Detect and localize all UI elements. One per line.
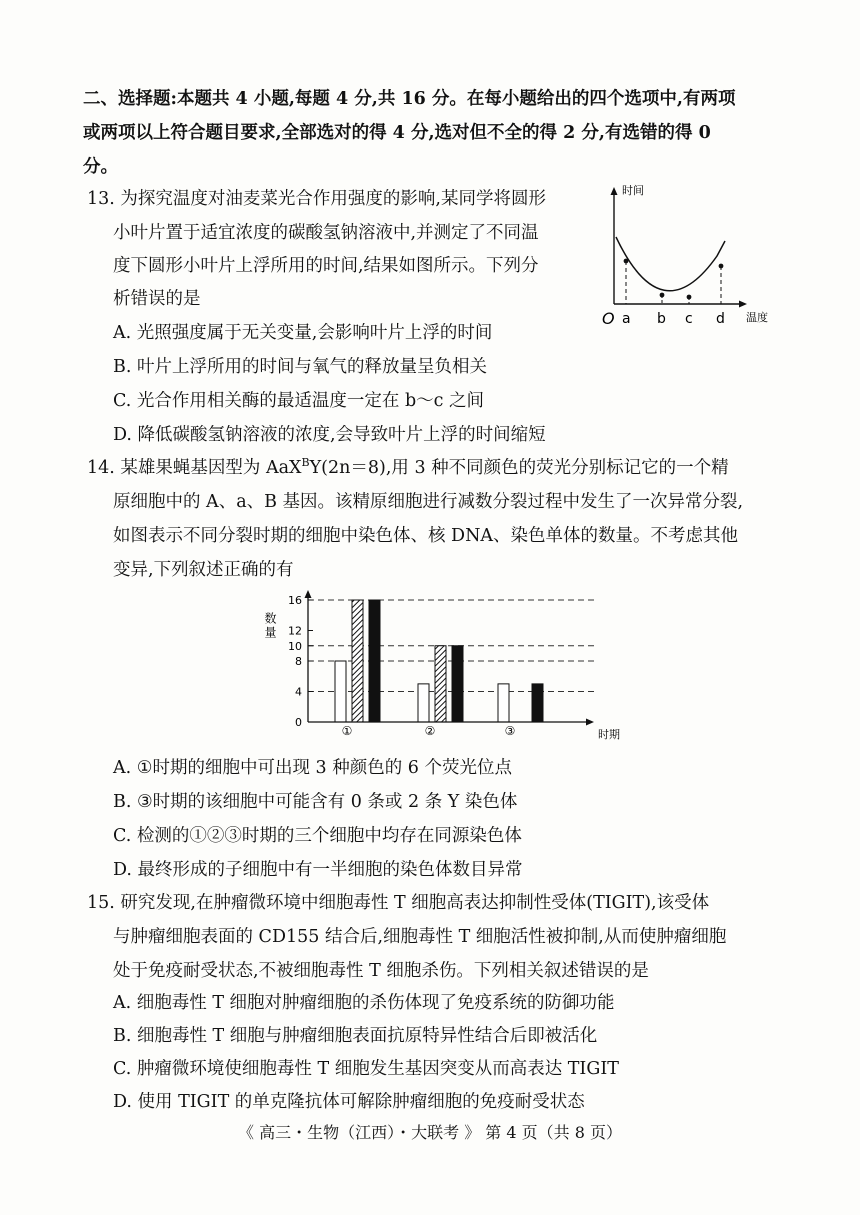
q15-option-a: A. 细胞毒性 T 细胞对肿瘤细胞的杀伤体现了免疫系统的防御功能 [113,993,615,1013]
chart-y-label: 数量 [263,612,277,640]
q13-option-d: D. 降低碳酸氢钠溶液的浓度,会导致叶片上浮的时间缩短 [113,425,546,445]
chart-x-label: 时期 [598,728,620,741]
section-header-line-2: 或两项以上符合题目要求,全部选对的得 4 分,选对但不全的得 2 分,有选错的得 0 [83,123,711,143]
q15-stem-line-2: 与肿瘤细胞表面的 CD155 结合后,细胞毒性 T 细胞活性被抑制,从而使肿瘤细胞 [113,927,727,947]
q13-stem-line-2: 小叶片置于适宜浓度的碳酸氢钠溶液中,并测定了不同温 [113,223,539,243]
q14-option-a: A. ①时期的细胞中可出现 3 种颜色的 6 个荧光位点 [113,758,512,778]
curve [616,237,725,291]
y-tick-label-8: 8 [295,655,302,668]
bar-2-series-3 [452,646,463,722]
q13-stem-line-1: 13. 为探究温度对油麦菜光合作用强度的影响,某同学将圆形 [87,189,546,209]
q15-option-c: C. 肿瘤微环境使细胞毒性 T 细胞发生基因突变从而高表达 TIGIT [113,1059,619,1079]
graph-origin: O [602,309,615,328]
q14-stem-line-2: 原细胞中的 A、a、B 基因。该精原细胞进行减数分裂过程中发生了一次异常分裂, [113,492,744,512]
bar-3-series-3 [532,684,543,722]
x-category-label-1: ① [341,724,353,738]
q14-stem-line-4: 变异,下列叙述正确的有 [113,560,294,580]
q13-stem-line-3: 度下圆形小叶片上浮所用的时间,结果如图所示。下列分 [113,256,539,276]
x-category-label-3: ③ [504,724,516,738]
section-header-line-3: 分。 [83,157,118,177]
q13-option-b: B. 叶片上浮所用的时间与氧气的释放量呈负相关 [113,357,487,377]
q13-option-c: C. 光合作用相关酶的最适温度一定在 b～c 之间 [113,391,485,411]
graph-tick-c: c [685,311,693,327]
page-footer: 《 高三・生物（江西）・大联考 》 第 4 页（共 8 页） [238,1123,622,1142]
q14-bar-chart [258,588,638,748]
graph-x-label: 温度 [746,311,768,324]
bar-3-series-1 [498,684,509,722]
graph-y-label: 时间 [622,184,644,197]
q15-stem-line-3: 处于免疫耐受状态,不被细胞毒性 T 细胞杀伤。下列相关叙述错误的是 [113,961,649,981]
bar-1-series-1 [335,661,346,722]
graph-tick-b: b [657,311,666,327]
q15-option-b: B. 细胞毒性 T 细胞与肿瘤细胞表面抗原特异性结合后即被活化 [113,1026,598,1046]
q13-stem-line-4: 析错误的是 [113,289,201,309]
bar-2-series-2 [435,646,446,722]
q14-stem-line-1: 14. 某雄果蝇基因型为 AaX$^B$Y(2n＝8),用 3 种不同颜色的荧光分别标记它的一个精 [87,456,729,478]
q13-option-a: A. 光照强度属于无关变量,会影响叶片上浮的时间 [113,323,493,343]
x-category-label-2: ② [424,724,436,738]
section-header-line-1: 二、选择题:本题共 4 小题,每题 4 分,共 16 分。在每小题给出的四个选项中,有两项 [83,89,736,109]
q14-option-b: B. ③时期的该细胞中可能含有 0 条或 2 条 Y 染色体 [113,792,518,812]
y-tick-label-12: 12 [288,624,302,638]
graph-tick-a: a [622,311,631,327]
q14-option-c: C. 检测的①②③时期的三个细胞中均存在同源染色体 [113,826,522,846]
y-tick-label-10: 10 [288,639,302,653]
q14-stem-line-3: 如图表示不同分裂时期的细胞中染色体、核 DNA、染色单体的数量。不考虑其他 [113,526,739,546]
q15-option-d: D. 使用 TIGIT 的单克隆抗体可解除肿瘤细胞的免疫耐受状态 [113,1092,585,1112]
q14-option-d: D. 最终形成的子细胞中有一半细胞的染色体数目异常 [113,860,523,880]
graph-tick-d: d [716,311,725,327]
y-tick-label-0: 0 [295,716,302,729]
y-tick-label-16: 16 [288,594,302,607]
bar-1-series-3 [369,600,380,722]
y-tick-label-4: 4 [295,685,302,699]
q15-stem-line-1: 15. 研究发现,在肿瘤微环境中细胞毒性 T 细胞高表达抑制性受体(TIGIT),该受体 [87,893,710,913]
bar-1-series-2 [352,600,363,722]
q13-temperature-time-graph [600,182,790,332]
bar-2-series-1 [418,684,429,722]
